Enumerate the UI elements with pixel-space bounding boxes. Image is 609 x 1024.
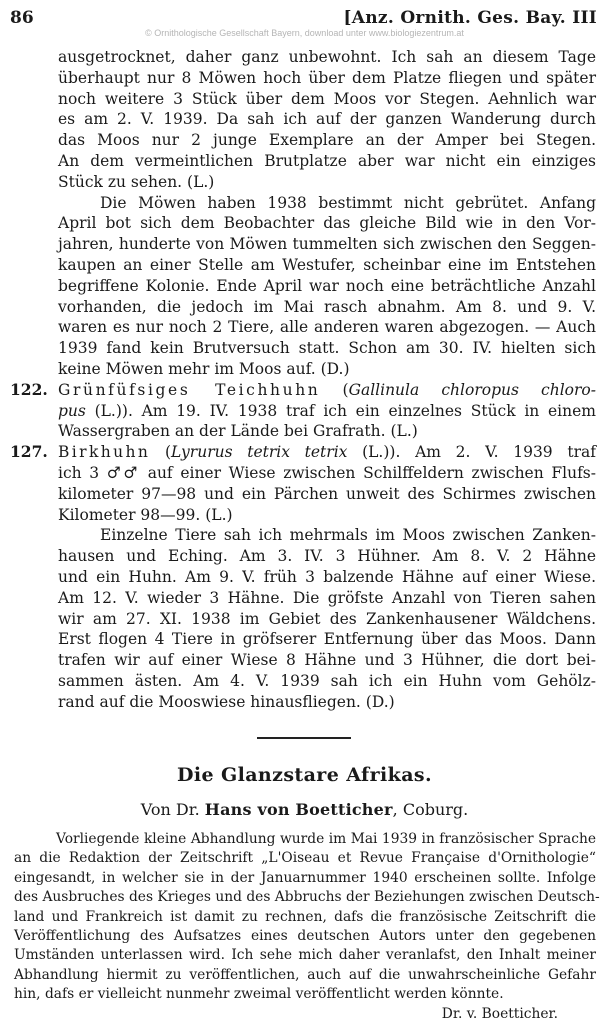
- text-line: begriffene Kolonie. Ende April war noch eine beträchtliche Anzahl: [58, 276, 596, 295]
- text-line: wir am 27. XI. 1938 im Gebiet des Zankenhausener Wäldchens.: [58, 609, 596, 628]
- text-segment: (L.)). Am 2. V. 1939 traf: [347, 443, 596, 462]
- text-line: überhaupt nur 8 Möwen hoch über dem Platze fliegen und später: [58, 68, 596, 87]
- text-line: [58, 380, 596, 401]
- text-line: trafen wir auf einer Wiese 8 Hähne und 3 Hühner, die dort bei-: [58, 651, 596, 670]
- running-title: [Anz. Ornith. Ges. Bay. III: [343, 8, 597, 28]
- author-name: Hans von Boetticher: [204, 800, 393, 819]
- species-name: Birkhuhn: [58, 443, 151, 462]
- text-line: und ein Huhn. Am 9. V. früh 3 balzende Hähne auf einer Wiese.: [58, 567, 596, 586]
- text-segment: (L.)). Am 19. IV. 1938 traf ich ein einzelnes Stück in einem: [85, 401, 596, 420]
- species-name: Grünfüfsiges Teichhuhn: [58, 380, 321, 399]
- page-number: 86: [10, 8, 34, 28]
- text-line: Vorliegende kleine Abhandlung wurde im Mai 1939 in französischer Sprache: [56, 831, 596, 847]
- text-line: das Moos nur 2 junge Exemplare an der Amper bei Stegen.: [58, 131, 596, 150]
- byline-suffix: , Coburg.: [392, 800, 469, 819]
- text-line: kaupen an einer Stelle am Westufer, scheinbar eine im Entstehen: [58, 255, 596, 274]
- paragraph-einzelne: [58, 525, 596, 712]
- species-entry-127: [10, 442, 596, 525]
- paren: (: [342, 380, 349, 399]
- latin-name: Gallinula chloropus chloro-: [348, 380, 596, 399]
- signature: Dr. v. Boetticher.: [441, 1005, 558, 1022]
- text-line: waren es nur noch 2 Tiere, alle anderen waren abgezogen. — Auch: [58, 318, 596, 337]
- text-line: ausgetrocknet, daher ganz unbewohnt. Ich sah an diesem Tage: [58, 48, 596, 66]
- text-line: des Ausbruches des Krieges und des Abbruchs der Beziehungen zwischen Deutsch-: [14, 889, 600, 906]
- text-line: Erst flogen 4 Tiere in gröfserer Entfernung über das Moos. Dann: [58, 630, 596, 649]
- text-line: An dem vermeintlichen Brutplatze aber war nicht ein einziges: [58, 151, 596, 170]
- text-line: Abhandlung hiermit zu veröffentlichen, auch auf die unwahrscheinliche Gefahr: [14, 966, 596, 983]
- text-line: April bot sich dem Beobachter das gleiche Bild wie in den Vor-: [58, 214, 596, 233]
- text-line: kilometer 97—98 und ein Pärchen unweit des Schirmes zwischen: [58, 484, 596, 503]
- article-title: Die Glanzstare Afrikas.: [176, 764, 433, 786]
- text-line: Wassergraben an der Lände bei Grafrath. (L.): [58, 422, 418, 441]
- text-line: Veröffentlichung des Aufsatzes eines deutschen Autors unter den gegebenen: [14, 927, 596, 944]
- species-entry-122: [10, 379, 596, 442]
- text-line: jahren, hunderte von Möwen tummelten sich zwischen den Seggen-: [58, 235, 596, 254]
- text-line: Die Möwen haben 1938 bestimmt nicht gebrütet. Anfang: [100, 193, 596, 212]
- text-line: vorhanden, die jedoch im Mai rasch abnahm. Am 8. und 9. V.: [58, 297, 596, 316]
- entry-number: 127.: [10, 442, 48, 462]
- text-line: [58, 401, 596, 422]
- latin-name-cont: pus: [58, 401, 86, 420]
- text-line: Einzelne Tiere sah ich mehrmals im Moos zwischen Zanken-: [100, 526, 596, 545]
- paren: (: [164, 443, 172, 462]
- copyright-watermark: © Ornithologische Gesellschaft Bayern, download unter www.biologiezentrum.at: [145, 28, 464, 38]
- article-intro: [14, 830, 600, 1024]
- text-line: noch weitere 3 Stück über dem Moos vor Stegen. Aehnlich war: [58, 89, 596, 108]
- text-line: sammen ästen. Am 4. V. 1939 sah ich ein Huhn vom Gehölz-: [58, 671, 596, 690]
- text-line: hin, dafs er vielleicht nunmehr zweimal veröffentlicht werden könnte.: [14, 986, 504, 1003]
- main-text: [10, 47, 596, 713]
- text-line: Kilometer 98—99. (L.): [58, 505, 233, 524]
- latin-name: Lyrurus tetrix tetrix: [171, 443, 348, 462]
- text-line: land und Frankreich ist damit zu rechnen, dafs die französische Zeitschrift die: [14, 908, 596, 925]
- text-line: keine Möwen mehr im Moos auf. (D.): [58, 359, 350, 378]
- byline-prefix: Von Dr.: [140, 800, 205, 819]
- article-byline: [0, 800, 609, 819]
- text-line: Am 12. V. wieder 3 Hähne. Die gröfste Anzahl von Tieren sahen: [58, 588, 596, 607]
- paragraph-moewen: [58, 193, 596, 380]
- text-line: es am 2. V. 1939. Da sah ich auf der ganzen Wanderung durch: [58, 110, 596, 129]
- text-line: [58, 442, 596, 463]
- paragraph-continued: [58, 47, 596, 193]
- entry-number: 122.: [10, 379, 48, 399]
- section-divider: [257, 737, 351, 739]
- text-line: hausen und Eching. Am 3. IV. 3 Hühner. Am 8. V. 2 Hähne: [58, 547, 596, 566]
- text-line: eingesandt, in welcher sie in der Januarnummer 1940 erscheinen sollte. Infolge: [14, 869, 596, 886]
- text-line: Umständen unterlassen wird. Ich sehe mich daher veranlafst, den Inhalt meiner: [14, 947, 596, 964]
- text-line: 1939 fand kein Brutversuch statt. Schon am 30. IV. hielten sich: [58, 339, 596, 358]
- text-line: Stück zu sehen. (L.): [58, 172, 215, 191]
- text-line: rand auf die Mooswiese hinausfliegen. (D.): [58, 692, 395, 711]
- text-line: an die Redaktion der Zeitschrift „L'Oiseau et Revue Française d'Ornithologie“: [14, 850, 596, 867]
- text-line: ich 3 ♂♂ auf einer Wiese zwischen Schilffeldern zwischen Flufs-: [58, 463, 596, 482]
